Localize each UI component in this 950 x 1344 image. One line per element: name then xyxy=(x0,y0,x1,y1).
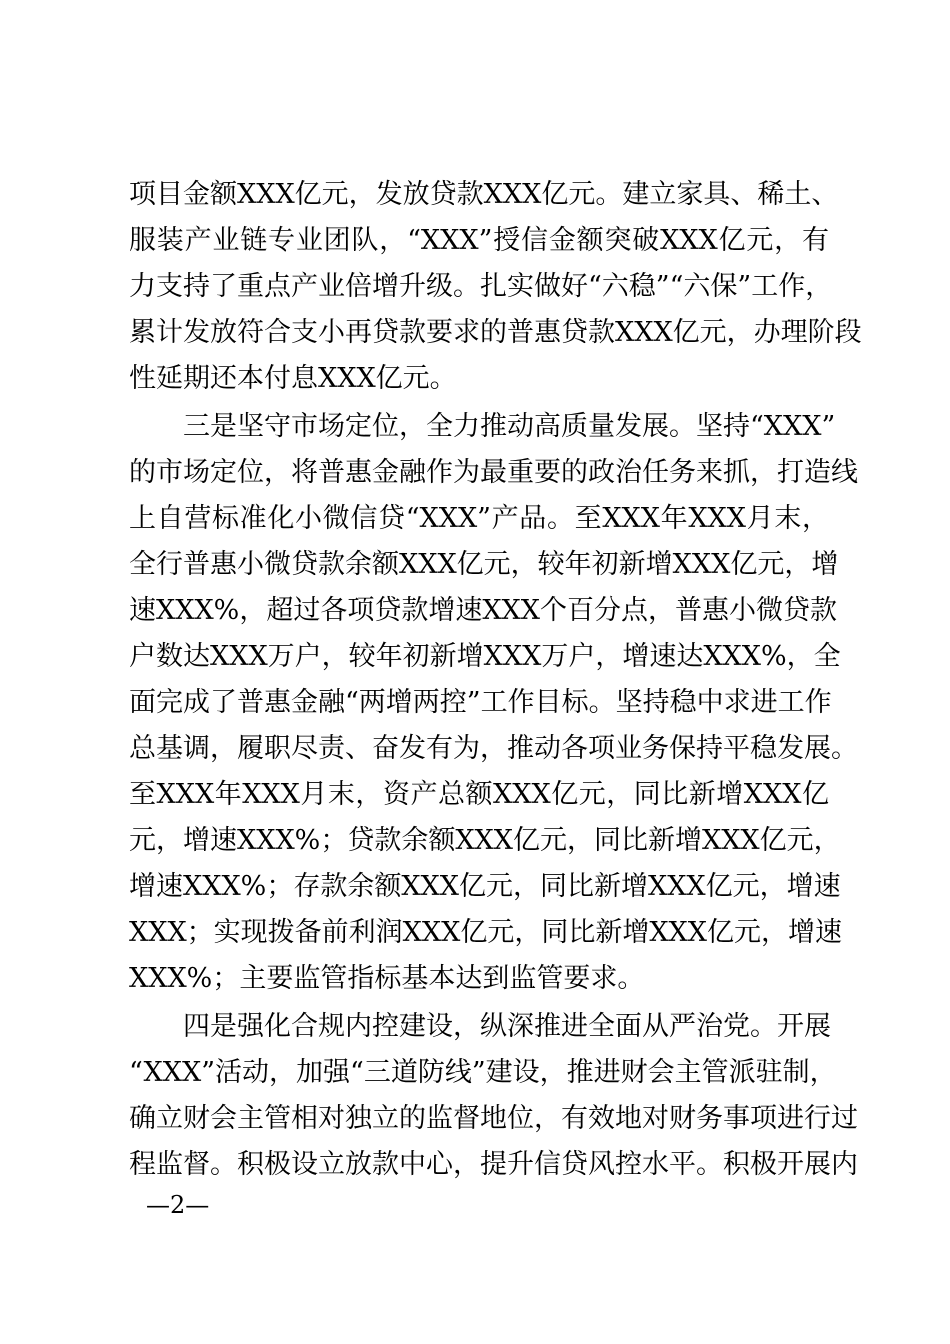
paragraph-1-line-2: 服装产业链专业团队，“XXX”授信金额突破XXX亿元，有 xyxy=(129,225,829,256)
paragraph-2-line-10: 元，增速XXX%；贷款余额XXX亿元，同比新增XXX亿元， xyxy=(129,825,841,856)
paragraph-2-line-8: 总基调，履职尽责、奋发有为，推动各项业务保持平稳发展。 xyxy=(129,733,858,764)
paragraph-3-line-4: 程监督。积极设立放款中心，提升信贷风控水平。积极开展内 xyxy=(129,1149,858,1180)
paragraph-3-line-1: 四是强化合规内控建设，纵深推进全面从严治党。开展 xyxy=(183,1011,831,1042)
paragraph-3-line-2: “XXX”活动，加强“三道防线”建设，推进财会主管派驻制， xyxy=(129,1057,837,1088)
paragraph-2-line-3: 上自营标准化小微信贷“XXX”产品。至XXX年XXX月末， xyxy=(129,503,829,534)
paragraph-2-line-4: 全行普惠小微贷款余额XXX亿元，较年初新增XXX亿元，增 xyxy=(129,549,839,580)
paragraph-2-line-13: XXX%；主要监管指标基本达到监管要求。 xyxy=(129,963,645,994)
page-number: —2— xyxy=(146,1191,210,1219)
paragraph-1-line-3: 力支持了重点产业倍增升级。扎实做好“六稳”“六保”工作， xyxy=(129,271,833,302)
paragraph-2-line-6: 户数达XXX万户，较年初新增XXX万户，增速达XXX%，全 xyxy=(129,641,841,672)
paragraph-2-line-12: XXX；实现拨备前利润XXX亿元，同比新增XXX亿元，增速 xyxy=(129,917,842,948)
paragraph-2-line-9: 至XXX年XXX月末，资产总额XXX亿元，同比新增XXX亿 xyxy=(129,779,829,810)
paragraph-2-line-5: 速XXX%，超过各项贷款增速XXX个百分点，普惠小微贷款 xyxy=(129,595,837,626)
paragraph-2-line-7: 面完成了普惠金融“两增两控”工作目标。坚持稳中求进工作 xyxy=(129,687,832,718)
paragraph-2-line-1: 三是坚守市场定位，全力推动高质量发展。坚持“XXX” xyxy=(183,411,836,442)
paragraph-1-line-4: 累计发放符合支小再贷款要求的普惠贷款XXX亿元，办理阶段 xyxy=(129,317,862,348)
paragraph-2-line-11: 增速XXX%；存款余额XXX亿元，同比新增XXX亿元，增速 xyxy=(129,871,841,902)
paragraph-3-line-3: 确立财会主管相对独立的监督地位，有效地对财务事项进行过 xyxy=(129,1103,858,1134)
paragraph-1-line-1: 项目金额XXX亿元，发放贷款XXX亿元。建立家具、稀土、 xyxy=(129,179,839,210)
paragraph-1-line-5: 性延期还本付息XXX亿元。 xyxy=(129,363,457,394)
paragraph-2-line-2: 的市场定位，将普惠金融作为最重要的政治任务来抓，打造线 xyxy=(129,457,858,488)
